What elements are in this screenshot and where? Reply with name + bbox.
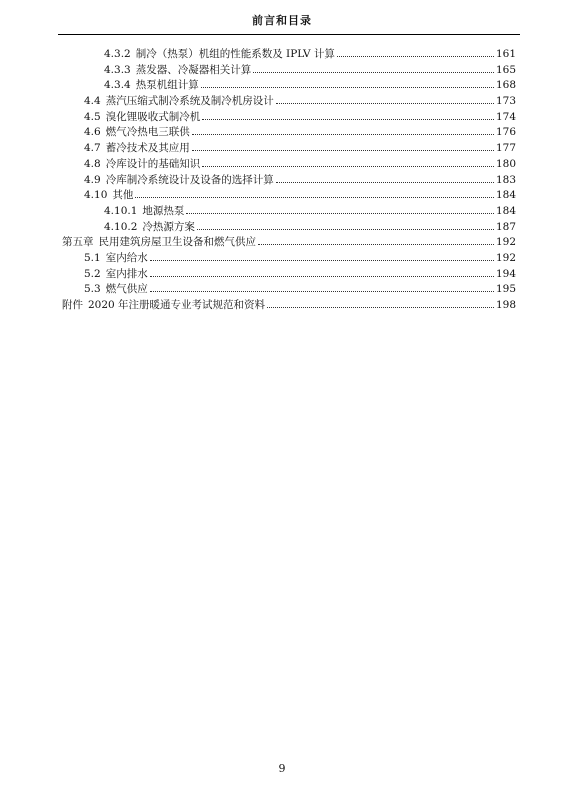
- toc-entry-title: 地源热泵: [142, 204, 185, 217]
- toc-entry-number: 附件: [62, 299, 83, 311]
- dot-leader: [150, 260, 494, 261]
- toc-entry-number: 第五章: [62, 236, 94, 249]
- toc-entry[interactable]: [62, 173, 516, 189]
- toc-entry-page: 180: [495, 157, 516, 170]
- toc-entry-title: 燃气冷热电三联供: [105, 126, 190, 139]
- dot-leader: [337, 56, 494, 57]
- toc-entry-page: 161: [495, 48, 516, 60]
- toc-entry-title: 蒸汽压缩式制冷系统及制冷机房设计: [105, 95, 274, 108]
- toc-entry[interactable]: [62, 110, 516, 126]
- toc-entry-title: 制冷（热泵）机组的性能系数及 IPLV 计算: [135, 48, 335, 60]
- toc-entry[interactable]: [62, 267, 516, 283]
- header-divider: [58, 34, 520, 35]
- toc-entry[interactable]: [62, 235, 516, 251]
- toc-entry-number: 4.6: [84, 126, 101, 139]
- toc-entry-page: 184: [495, 204, 516, 217]
- toc-entry-page: 165: [495, 63, 516, 76]
- toc-entry-number: 5.3: [84, 283, 101, 296]
- toc-entry[interactable]: [62, 204, 516, 220]
- toc-entry-page: 195: [495, 283, 516, 296]
- dot-leader: [150, 291, 494, 292]
- toc-entry[interactable]: [62, 220, 516, 236]
- toc-entry[interactable]: [62, 63, 516, 79]
- toc-entry[interactable]: [62, 282, 516, 298]
- toc-entry-number: 4.7: [84, 142, 101, 155]
- dot-leader: [202, 166, 494, 167]
- dot-leader: [202, 119, 494, 120]
- page-header-title: 前言和目录: [252, 14, 312, 27]
- toc-entry[interactable]: [62, 157, 516, 173]
- toc-entry-number: 5.1: [84, 251, 101, 264]
- dot-leader: [276, 103, 494, 104]
- toc-entry-page: 177: [495, 142, 516, 155]
- toc-entry-title: 室内给水: [105, 251, 148, 264]
- toc-entry-page: 187: [495, 220, 516, 233]
- toc-entry[interactable]: [62, 298, 516, 314]
- toc-entry-page: 192: [495, 236, 516, 249]
- toc-entry-page: 194: [495, 267, 516, 280]
- toc-entry-title: 其他: [112, 189, 134, 202]
- toc-entry-title: 燃气供应: [105, 283, 148, 296]
- toc-entry[interactable]: [62, 251, 516, 267]
- toc-entry-number: 4.10: [84, 189, 108, 202]
- dot-leader: [267, 307, 494, 308]
- toc-entry[interactable]: [62, 78, 516, 94]
- toc-entry-page: 192: [495, 251, 516, 264]
- toc-entry-number: 4.9: [84, 173, 101, 186]
- dot-leader: [253, 72, 494, 73]
- toc-entry-page: 198: [495, 299, 516, 311]
- toc-entry-title: 蒸发器、冷凝器相关计算: [135, 63, 252, 76]
- toc-entry[interactable]: [62, 141, 516, 157]
- dot-leader: [150, 276, 494, 277]
- toc-entry[interactable]: [62, 94, 516, 110]
- dot-leader: [186, 213, 494, 214]
- dot-leader: [192, 150, 494, 151]
- dot-leader: [135, 197, 494, 198]
- toc-entry-title: 蓄冷技术及其应用: [105, 142, 190, 155]
- toc-entry-title: 冷库制冷系统设计及设备的选择计算: [105, 173, 274, 186]
- dot-leader: [197, 229, 494, 230]
- toc-entry-number: 5.2: [84, 267, 101, 280]
- toc-entry-number: 4.8: [84, 157, 101, 170]
- toc-entry-number: 4.3.3: [104, 63, 131, 76]
- toc-entry-number: 4.10.2: [104, 220, 138, 233]
- toc-entry-title: 溴化锂吸收式制冷机: [105, 110, 201, 123]
- page-number: 9: [278, 762, 286, 775]
- toc-entry-number: 4.4: [84, 95, 101, 108]
- toc-entry[interactable]: [62, 47, 516, 63]
- dot-leader: [258, 244, 494, 245]
- dot-leader: [201, 87, 494, 88]
- dot-leader: [276, 182, 494, 183]
- toc-entry-page: 168: [495, 79, 516, 92]
- toc-entry-number: 4.5: [84, 110, 101, 123]
- toc-entry-number: 4.10.1: [104, 204, 138, 217]
- toc-entry-title: 民用建筑房屋卫生设备和燃气供应: [98, 236, 256, 249]
- toc-entry-page: 173: [495, 95, 516, 108]
- toc-entry-number: 4.3.2: [104, 48, 131, 60]
- toc-entry[interactable]: [62, 188, 516, 204]
- toc-entry-page: 184: [495, 189, 516, 202]
- toc-entry-number: 4.3.4: [104, 79, 131, 92]
- toc-entry-page: 176: [495, 126, 516, 139]
- toc-entry-page: 174: [495, 110, 516, 123]
- toc-entry-title: 冷热源方案: [142, 220, 195, 233]
- toc-entry-title: 2020 年注册暖通专业考试规范和资料: [88, 299, 266, 311]
- table-of-contents: [62, 47, 516, 314]
- toc-entry-title: 热泵机组计算: [135, 79, 199, 92]
- toc-entry-title: 冷库设计的基础知识: [105, 157, 201, 170]
- toc-entry-page: 183: [495, 173, 516, 186]
- toc-entry[interactable]: [62, 125, 516, 141]
- toc-entry-title: 室内排水: [105, 267, 148, 280]
- dot-leader: [192, 134, 494, 135]
